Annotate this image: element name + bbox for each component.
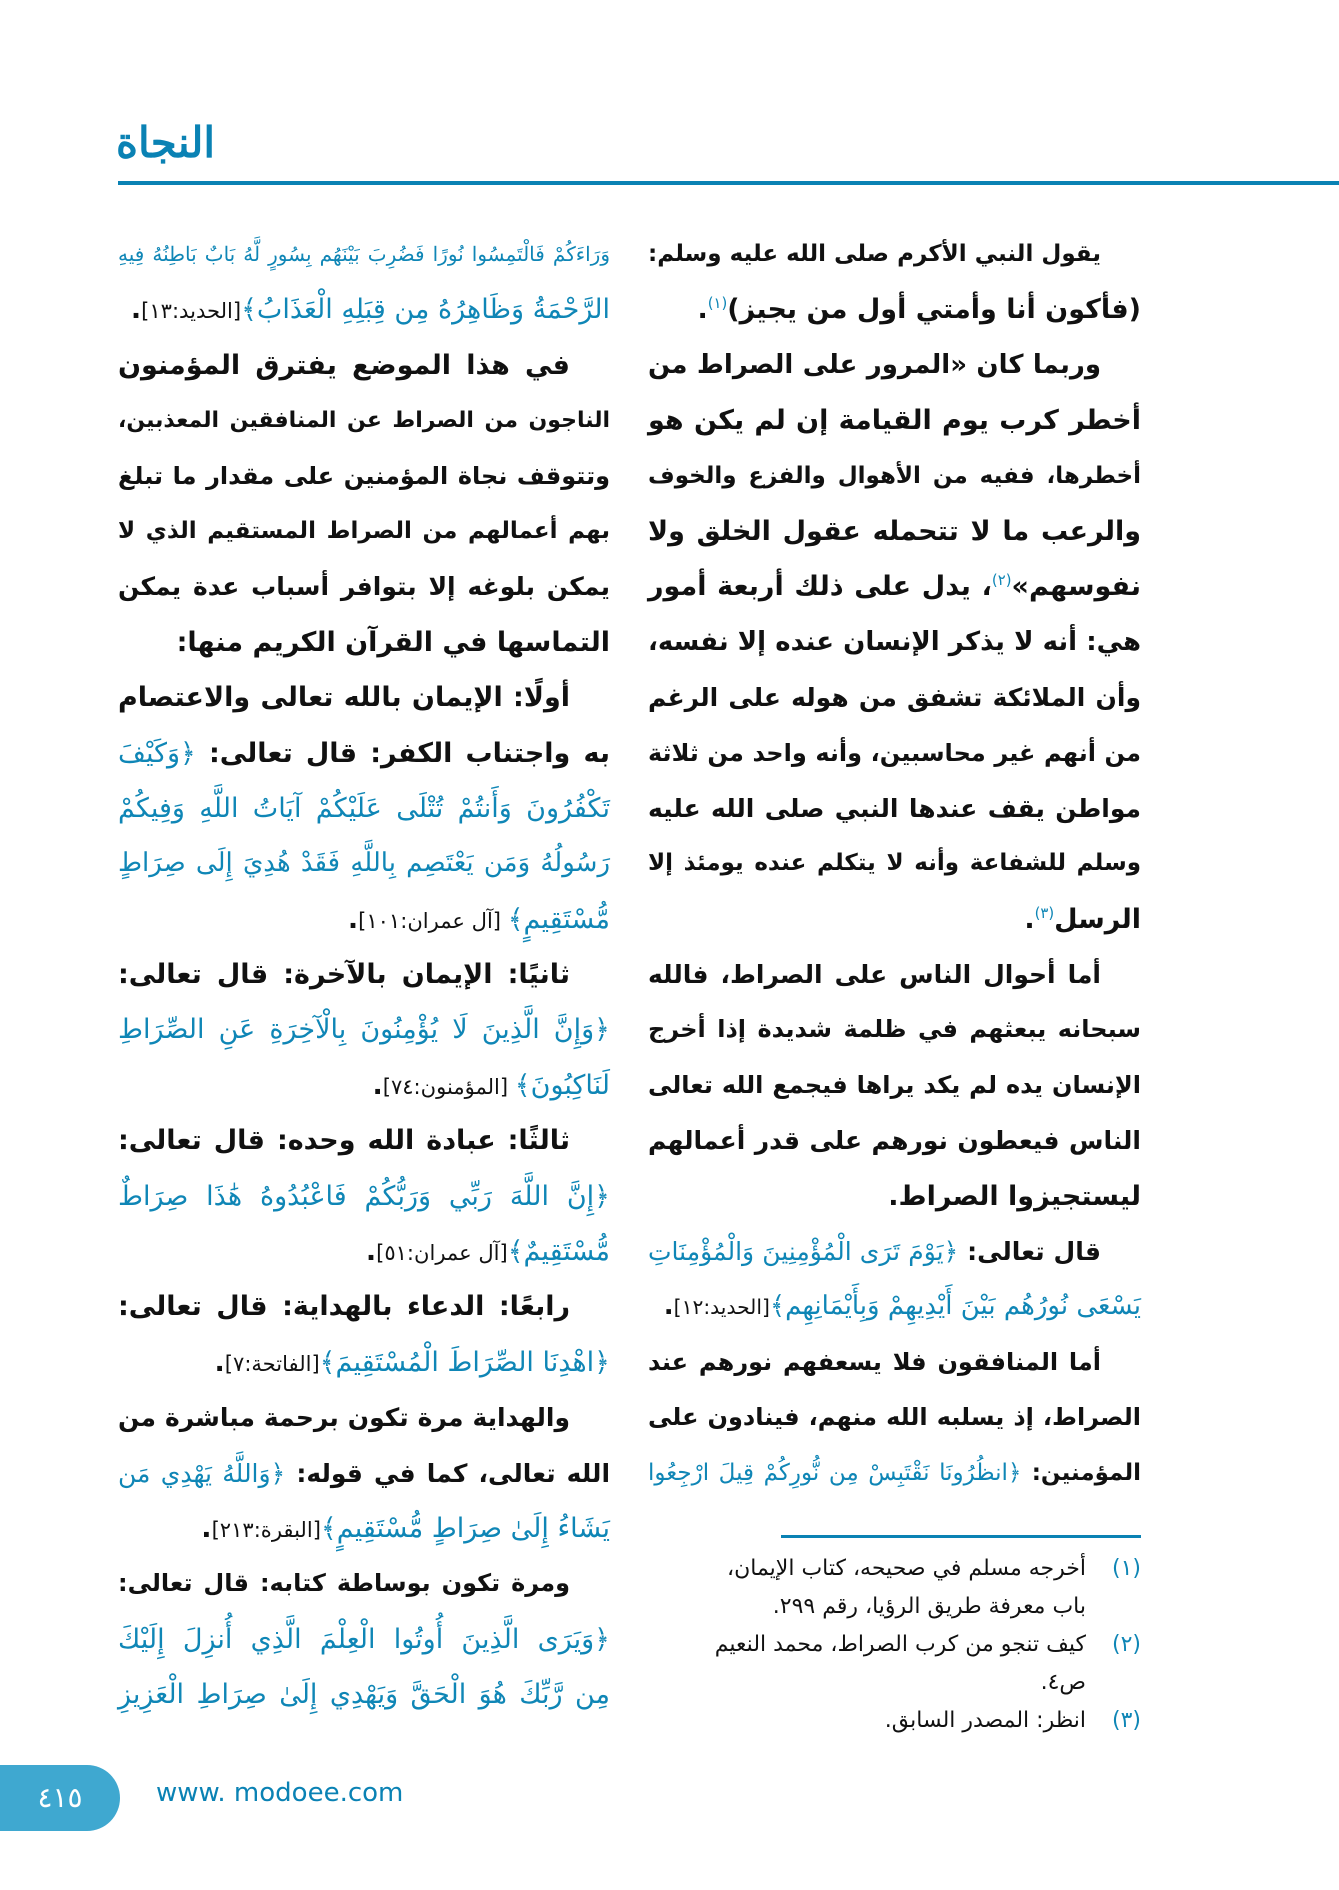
text-line <box>118 892 610 947</box>
body-text: ليستجيزوا الصراط. <box>888 1180 1141 1212</box>
quran-verse: ﴿اهْدِنَا الصِّرَاطَ الْمُسْتَقِيمَ﴾ <box>319 1346 610 1378</box>
footnote <box>640 1702 1141 1740</box>
body-text: ، يدل على ذلك أربعة أمور <box>648 571 992 603</box>
quran-verse: تَكْفُرُونَ وَأَنتُمْ تُتْلَى عَلَيْكُمْ آيَاتُ اللَّهِ وَفِيكُمْ <box>118 792 610 824</box>
footnote-marker: (١) <box>707 294 728 313</box>
body-text: المؤمنين: <box>1021 1459 1141 1486</box>
body-text: التماسها في القرآن الكريم منها: <box>176 626 610 658</box>
body-text: . <box>365 1236 377 1268</box>
text-line <box>118 1113 610 1168</box>
right-text-column <box>648 227 1141 1501</box>
body-text: . <box>697 294 708 326</box>
quran-verse: مُّسْتَقِيمٍ﴾ <box>507 903 610 935</box>
text-line <box>118 1002 610 1057</box>
text-line <box>118 449 610 504</box>
body-text: هي: أنه لا يذكر الإنسان عنده إلا نفسه، <box>648 626 1141 657</box>
body-text: من أنهم غير محاسبين، وأنه واحد من ثلاثة <box>648 738 1141 767</box>
text-line <box>648 393 1141 448</box>
text-line <box>118 1224 610 1279</box>
quran-verse: يَشَاءُ إِلَىٰ صِرَاطٍ مُّسْتَقِيمٍ﴾ <box>320 1512 610 1544</box>
verse-reference: [المؤمنون:٧٤] <box>382 1073 515 1099</box>
text-line <box>648 338 1141 393</box>
footnote <box>640 1550 1141 1626</box>
text-line <box>118 726 610 781</box>
page-number-badge: ٤١٥ <box>0 1765 120 1831</box>
body-text: الرسل <box>1054 903 1141 935</box>
body-text: . <box>201 1512 212 1544</box>
body-text: أما أحوال الناس على الصراط، فالله <box>648 960 1101 990</box>
text-line <box>648 615 1141 670</box>
body-text: يقول النبي الأكرم صلى الله عليه وسلم: <box>648 241 1101 267</box>
text-line <box>118 393 610 448</box>
body-text: أخطر كرب يوم القيامة إن لم يكن هو <box>648 405 1141 437</box>
footnote-number: (٢) <box>1111 1632 1141 1657</box>
body-text: ثالثًا: عبادة الله وحده: قال تعالى: <box>118 1125 570 1157</box>
quran-verse: رَسُولُهُ وَمَن يَعْتَصِم بِاللَّهِ فَقَدْ هُدِيَ إِلَى صِرَاطٍ <box>118 848 610 879</box>
body-text: سبحانه يبعثهم في ظلمة شديدة إذا أخرج <box>648 1015 1141 1044</box>
text-line <box>648 559 1141 614</box>
footnote-number: (١) <box>1111 1556 1141 1581</box>
text-line <box>118 1335 610 1390</box>
verse-reference: [البقرة:٢١٣] <box>211 1516 321 1542</box>
quran-verse: ﴿انظُرُونَا نَقْتَبِسْ مِن نُّورِكُمْ قِيلَ ارْجِعُوا <box>648 1459 1022 1486</box>
running-header-title: النجاة <box>116 118 216 167</box>
quran-verse: الرَّحْمَةُ وَظَاهِرُهُ مِن قِبَلِهِ الْعَذَابُ﴾ <box>241 294 610 326</box>
text-line <box>118 947 610 1002</box>
body-text: . <box>347 903 359 935</box>
quran-verse: مِن رَّبِّكَ هُوَ الْحَقَّ وَيَهْدِي إِلَىٰ صِرَاطِ الْعَزِيزِ <box>118 1679 610 1711</box>
quran-verse: ﴿إِنَّ اللَّهَ رَبِّي وَرَبُّكُمْ فَاعْبُدُوهُ هَٰذَا صِرَاطٌ <box>118 1180 610 1212</box>
footnote-marker: (٣) <box>1034 903 1055 922</box>
text-line <box>648 1224 1141 1279</box>
verse-reference: [الحديد:١٣] <box>141 298 242 324</box>
body-text: نفوسهم» <box>1011 571 1141 603</box>
text-line <box>118 504 610 559</box>
text-line <box>118 282 610 337</box>
text-line <box>118 1058 610 1113</box>
body-text: بهم أعمالهم من الصراط المستقيم الذي لا <box>118 517 610 544</box>
footnote <box>640 1626 1141 1702</box>
body-text: في هذا الموضع يفترق المؤمنون <box>118 349 570 381</box>
text-line <box>118 1169 610 1224</box>
body-text: الناس فيعطون نورهم على قدر أعمالهم <box>648 1126 1141 1156</box>
quran-verse: ﴿وَيَرَى الَّذِينَ أُوتُوا الْعِلْمَ الَّذِي أُنزِلَ إِلَيْكَ <box>118 1623 610 1655</box>
body-text: (فأكون أنا وأمتي أول من يجيز) <box>727 294 1141 326</box>
footnote-text: أخرجه مسلم في صحيحه، كتاب الإيمان، <box>726 1556 1086 1581</box>
text-line <box>648 781 1141 836</box>
text-line <box>648 1058 1141 1113</box>
body-text: وتتوقف نجاة المؤمنين على مقدار ما تبلغ <box>118 461 610 490</box>
text-line <box>118 1667 610 1722</box>
body-text: وربما كان «المرور على الصراط من <box>648 349 1101 380</box>
quran-verse: ﴿يَوْمَ تَرَى الْمُؤْمِنِينَ وَالْمُؤْمِنَاتِ <box>648 1237 959 1267</box>
text-line <box>118 1390 610 1445</box>
verse-reference: [آل عمران:١٠١] <box>358 907 508 933</box>
text-line <box>118 1556 610 1611</box>
body-text: الله تعالى، كما في قوله: <box>285 1458 611 1488</box>
body-text: يمكن بلوغه إلا بتوافر أسباب عدة يمكن <box>118 572 610 602</box>
text-line <box>118 836 610 891</box>
text-line <box>648 504 1141 559</box>
text-line <box>118 338 610 393</box>
footnote-separator <box>781 1535 1141 1538</box>
body-text: قال تعالى: <box>958 1237 1101 1267</box>
text-line <box>648 947 1141 1002</box>
text-line <box>118 559 610 614</box>
text-line <box>648 449 1141 504</box>
body-text: الناجون من الصراط عن المنافقين المعذبين، <box>118 408 610 434</box>
body-text: . <box>130 294 142 326</box>
body-text: والرعب ما لا تتحمله عقول الخلق ولا <box>648 515 1141 547</box>
text-line <box>648 1335 1141 1390</box>
quran-verse: ﴿وَكَيْفَ <box>118 737 196 769</box>
text-line <box>118 1446 610 1501</box>
verse-reference: [الفاتحة:٧] <box>224 1350 320 1376</box>
text-line <box>118 1279 610 1334</box>
body-text: وسلم للشفاعة وأنه لا يتكلم عنده يومئذ إلا <box>648 850 1141 877</box>
text-line <box>118 227 610 282</box>
text-line <box>648 836 1141 891</box>
text-line <box>648 892 1141 947</box>
text-line <box>648 1279 1141 1334</box>
footnote-marker: (٢) <box>991 571 1012 590</box>
quran-verse: ﴿وَاللَّهُ يَهْدِي مَن <box>118 1458 286 1488</box>
footnote-number: (٣) <box>1111 1708 1141 1733</box>
quran-verse: مُّسْتَقِيمٌ﴾ <box>507 1236 610 1268</box>
text-line <box>648 1390 1141 1445</box>
quran-verse: وَرَاءَكُمْ فَالْتَمِسُوا نُورًا فَضُرِبَ بَيْنَهُم بِسُورٍ لَّهُ بَابٌ بَاطِنُهُ فِيهِ <box>118 242 610 266</box>
body-text: الصراط، إذ يسلبه الله منهم، فينادون على <box>648 1403 1141 1432</box>
body-text: به واجتناب الكفر: قال تعالى: <box>195 737 610 769</box>
text-line <box>648 227 1141 282</box>
text-line <box>648 282 1141 337</box>
body-text: رابعًا: الدعاء بالهداية: قال تعالى: <box>118 1291 570 1323</box>
body-text: . <box>372 1069 383 1101</box>
body-text: . <box>1024 903 1035 935</box>
body-text: ثانيًا: الإيمان بالآخرة: قال تعالى: <box>118 959 570 991</box>
body-text: أما المنافقون فلا يسعفهم نورهم عند <box>648 1347 1101 1376</box>
body-text: أولًا: الإيمان بالله تعالى والاعتصام <box>118 682 570 714</box>
website-url[interactable]: www. modoee.com <box>156 1778 404 1808</box>
text-line <box>648 1002 1141 1057</box>
body-text: . <box>663 1291 674 1322</box>
body-text: . <box>214 1346 225 1378</box>
body-text: وأن الملائكة تشفق من هوله على الرغم <box>648 683 1141 713</box>
verse-reference: [الحديد:١٢] <box>673 1295 770 1320</box>
quran-verse: ﴿وَإِنَّ الَّذِينَ لَا يُؤْمِنُونَ بِالْآخِرَةِ عَنِ الصِّرَاطِ <box>118 1014 610 1046</box>
header-divider <box>118 181 1339 185</box>
body-text: ومرة تكون بوساطة كتابه: قال تعالى: <box>118 1569 570 1598</box>
footnote-text: كيف تنجو من كرب الصراط، محمد النعيم <box>714 1632 1086 1657</box>
verse-reference: [آل عمران:٥١] <box>376 1240 508 1266</box>
body-text: أخطرها، ففيه من الأهوال والفزع والخوف <box>648 462 1141 489</box>
footnote-text: انظر: المصدر السابق. <box>884 1708 1086 1733</box>
quran-verse: لَنَاكِبُونَ﴾ <box>514 1069 610 1101</box>
text-line <box>648 1169 1141 1224</box>
text-line <box>118 615 610 670</box>
text-line <box>118 1612 610 1667</box>
body-text: والهداية مرة تكون برحمة مباشرة من <box>118 1403 570 1433</box>
body-text: الإنسان يده لم يكد يراها فيجمع الله تعالى <box>648 1070 1141 1099</box>
text-line <box>648 670 1141 725</box>
text-line <box>648 726 1141 781</box>
footnote-text: ص٤. <box>1040 1670 1086 1695</box>
body-text: مواطن يقف عندها النبي صلى الله عليه <box>648 793 1141 823</box>
footnotes <box>640 1550 1141 1740</box>
text-line <box>118 1501 610 1556</box>
footnote-text: باب معرفة طريق الرؤيا، رقم ٢٩٩. <box>772 1594 1086 1619</box>
text-line <box>648 1446 1141 1501</box>
text-line <box>118 670 610 725</box>
text-line <box>648 1113 1141 1168</box>
quran-verse: يَسْعَى نُورُهُم بَيْنَ أَيْدِيهِمْ وَبِأَيْمَانِهِم﴾ <box>769 1291 1141 1322</box>
left-text-column <box>118 227 610 1723</box>
text-line <box>118 781 610 836</box>
